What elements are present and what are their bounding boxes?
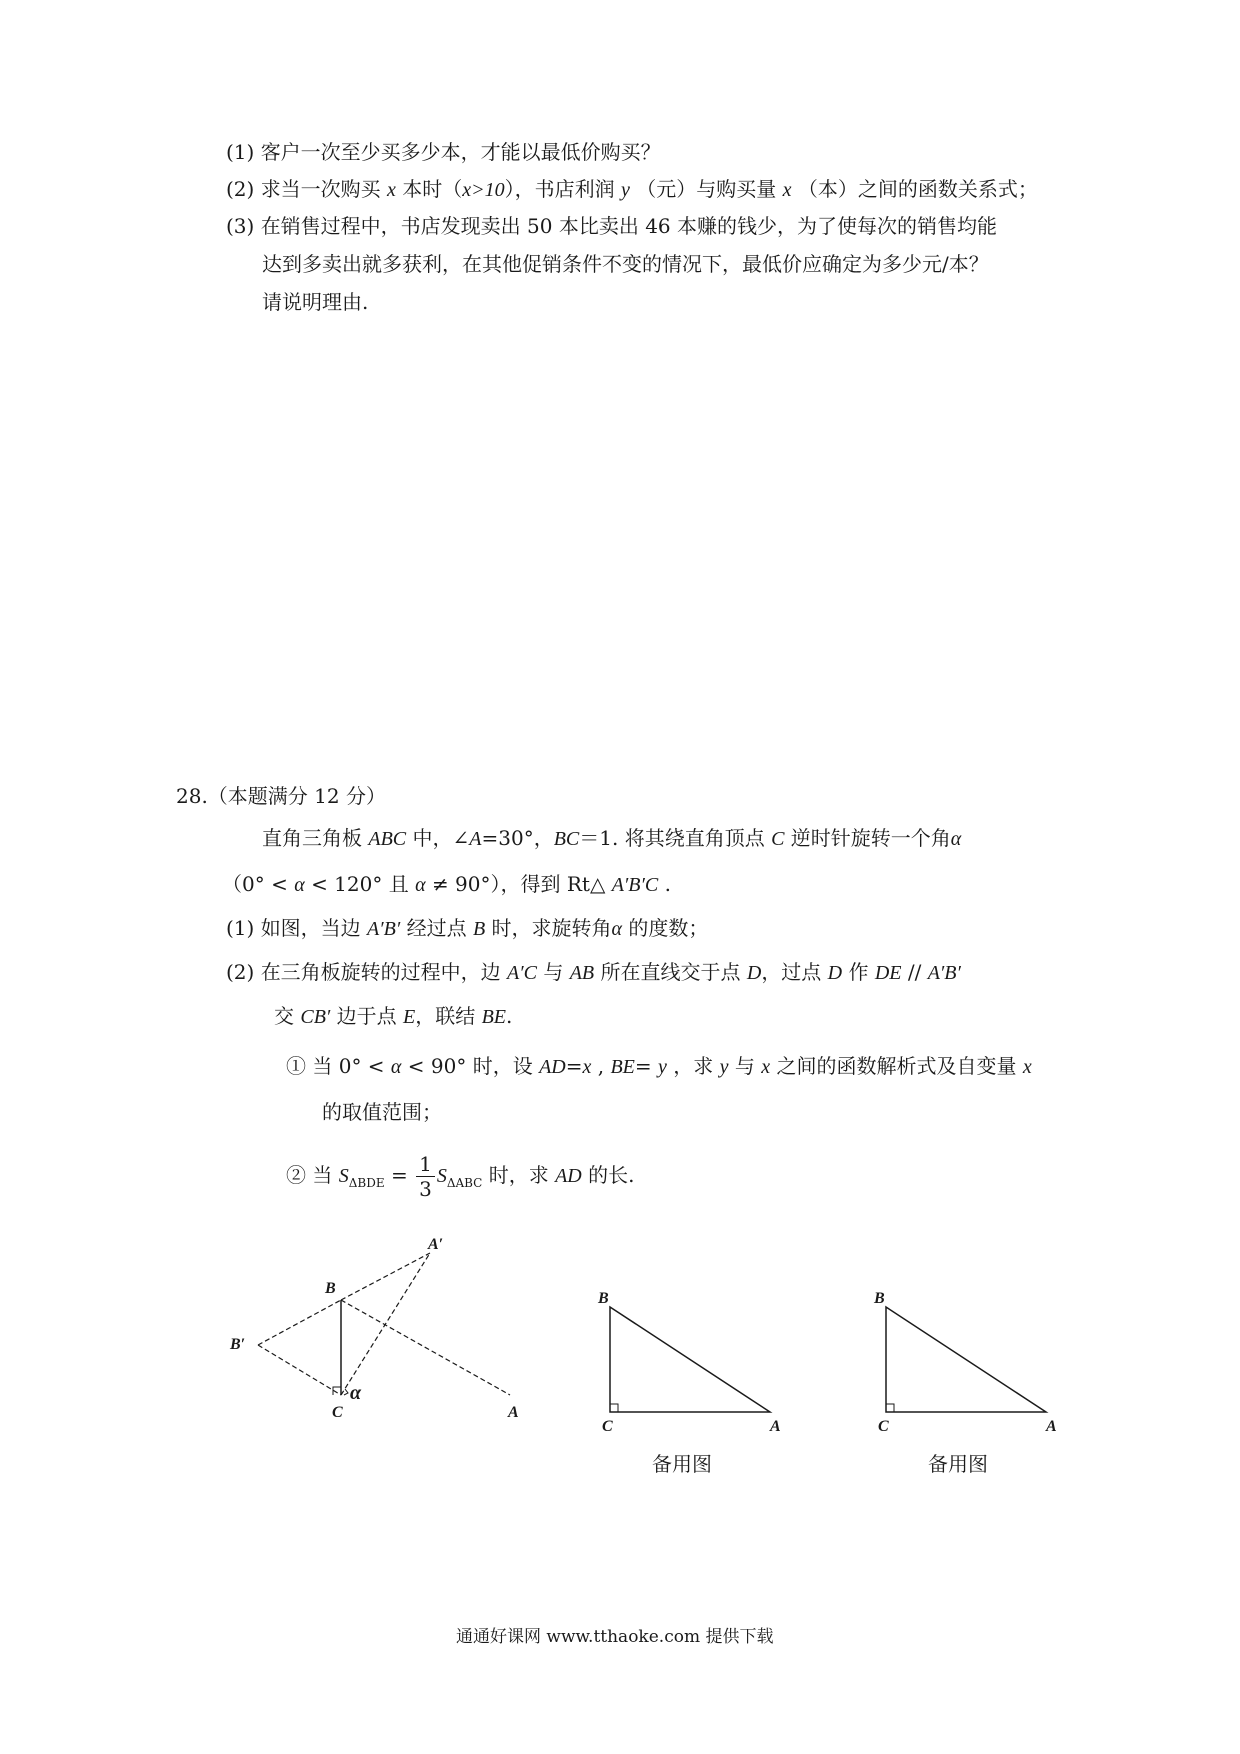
segment-B-prime-C: [258, 1345, 341, 1395]
q27-item-3-line-2: 达到多卖出就多获利，在其他促销条件不变的情况下，最低价应确定为多少元/本？: [262, 252, 989, 276]
q28-header: 28.（本题满分 12 分）: [176, 784, 386, 808]
q28-sub-1-line-1: ① 当 0° < α < 90° 时，设 AD=x , BE= y ，求 y 与 x 之间的函数解析式及自变量 x: [286, 1054, 1032, 1078]
q28-sub-2: ② 当 $S_{\Delta BDE}$ = $\frac{1}{3}$ $S_{\Delta ABC}$ 时，求 AD 的长.: [286, 1152, 635, 1201]
q28-stem-line-1: 直角三角板 ABC 中，∠A=30°，BC＝1. 将其绕直角顶点 C 逆时针旋转一个角α: [262, 826, 962, 850]
caption-spare-1: 备用图: [652, 1452, 712, 1476]
figure-rotation: [220, 1235, 540, 1435]
label-A-prime: A′: [428, 1236, 444, 1253]
rotation-angle-arc: [344, 1389, 348, 1395]
caption-spare-2: 备用图: [928, 1452, 988, 1476]
label-B-prime: B′: [230, 1336, 246, 1353]
q28-stem-line-2: （0° < α < 120° 且 α ≠ 90°），得到 Rt△ A′B′C .: [222, 872, 671, 896]
q28-part-2-line-1: (2) 在三角板旋转的过程中，边 A′C 与 AB 所在直线交于点 D，过点 D 作 DE // A′B′: [226, 960, 961, 984]
figure-spare-1: [590, 1285, 800, 1435]
fraction-one-third: $\frac{1}{3}$: [416, 1152, 435, 1201]
segment-B-A-prime: [341, 1253, 430, 1300]
label-B: B: [325, 1280, 336, 1297]
label-A: A: [770, 1418, 781, 1435]
label-A: A: [508, 1404, 519, 1421]
triangle-ABC: [610, 1307, 770, 1412]
q28-sub-1-line-2: 的取值范围；: [322, 1100, 442, 1124]
segment-C-A-prime: [341, 1253, 430, 1395]
label-alpha: α: [350, 1382, 362, 1404]
q28-part-2-line-2: 交 CB′ 边于点 E，联结 BE.: [274, 1004, 513, 1028]
triangle-ABC: [886, 1307, 1046, 1412]
q27-item-3-line-3: 请说明理由.: [262, 290, 369, 314]
label-B: B: [598, 1290, 609, 1307]
right-angle-mark: [886, 1404, 894, 1412]
q27-item-3-line-1: (3) 在销售过程中，书店发现卖出 50 本比卖出 46 本赚的钱少，为了使每次的销售均能: [226, 214, 998, 238]
q28-part-1: (1) 如图，当边 A′B′ 经过点 B 时，求旋转角α 的度数；: [226, 916, 709, 940]
figure-spare-2: [866, 1285, 1076, 1435]
q27-item-2: (2) 求当一次购买 x 本时（x>10），书店利润 y （元）与购买量 x （本）之间的函数关系式；: [226, 177, 1038, 201]
label-C: C: [332, 1404, 343, 1421]
segment-B-prime-B: [258, 1300, 341, 1345]
page-footer: 通通好课网 www.tthaoke.com 提供下载: [456, 1627, 774, 1647]
label-C: C: [878, 1418, 889, 1435]
right-angle-mark: [610, 1404, 618, 1412]
label-A: A: [1046, 1418, 1057, 1435]
label-B: B: [874, 1290, 885, 1307]
segment-BA: [341, 1300, 510, 1395]
label-C: C: [602, 1418, 613, 1435]
q27-item-1: (1) 客户一次至少买多少本，才能以最低价购买？: [226, 140, 661, 164]
